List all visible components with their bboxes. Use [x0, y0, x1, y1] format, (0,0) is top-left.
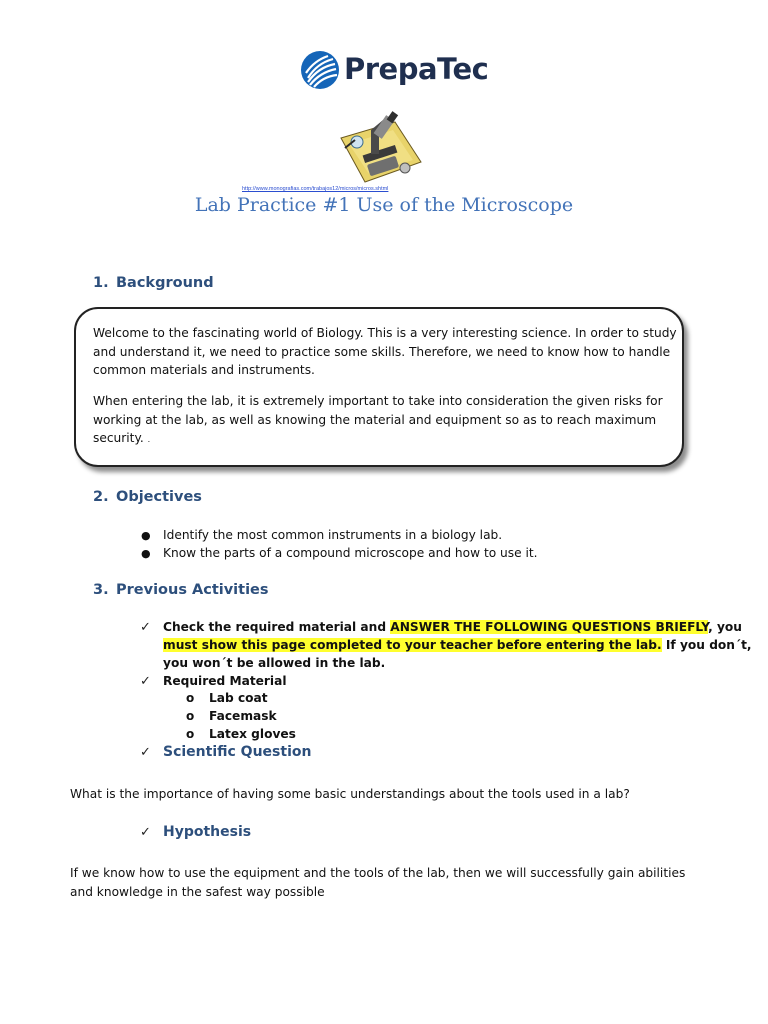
objective-text: Know the parts of a compound microscope and how to use it.	[163, 546, 538, 560]
scientific-question-text: What is the importance of having some basic understandings about the tools used in a lab?	[70, 787, 630, 801]
list-item	[186, 689, 268, 708]
background-number: 1.	[93, 275, 109, 291]
hypothesis-text: If we know how to use the equipment and the tools of the lab, then we will successfully gain abilities and knowledge in the safest way possible	[70, 866, 686, 899]
check-icon: ✓	[140, 620, 151, 635]
objective-text: Identify the most common instruments in a biology lab.	[163, 528, 503, 542]
background-paragraph-2	[93, 392, 683, 450]
previous-activities-heading	[93, 582, 269, 598]
bullet-dot-icon: ●	[141, 529, 151, 542]
objectives-heading	[93, 489, 202, 505]
instruction-line-2	[163, 636, 752, 655]
objectives-number: 2.	[93, 489, 109, 505]
objectives-heading-text: Objectives	[116, 489, 202, 505]
bullet-dot-icon: ●	[141, 547, 151, 560]
check-icon: ✓	[140, 825, 151, 840]
source-url-link[interactable]: http://www.monografias.com/trabajos12/micros/micros.shtml	[242, 186, 389, 192]
circle-bullet-icon: o	[186, 727, 195, 741]
background-paragraph-2-text: When entering the lab, it is extremely important to take into consideration the given risks for working at the lab, as well as knowing the material and equipment so as to reach maximum security.	[93, 394, 663, 445]
instruction-line-3: you won´t be allowed in the lab.	[163, 656, 386, 670]
scientific-question-label: Scientific Question	[163, 744, 312, 760]
hypothesis-label: Hypothesis	[163, 824, 252, 840]
background-heading-text: Background	[116, 275, 214, 291]
background-heading	[93, 275, 214, 291]
background-paragraph-1: Welcome to the fascinating world of Biology. This is a very interesting science. In order to study and understand it, we need to practice some skills. Therefore, we need to know how to handle common materials and instruments.	[93, 326, 677, 377]
hypothesis-heading	[140, 824, 251, 840]
page-title: Lab Practice #1 Use of the Microscope	[194, 194, 574, 216]
circle-bullet-icon: o	[186, 709, 195, 723]
material-item: Lab coat	[209, 691, 268, 705]
instruction-text-b: , you	[708, 620, 742, 634]
list-item	[141, 544, 538, 564]
list-item	[186, 725, 296, 744]
required-material-label: Required Material	[163, 674, 287, 688]
list-item	[186, 707, 277, 726]
microscope-icon	[335, 110, 425, 186]
previous-activities-heading-text: Previous Activities	[116, 582, 269, 598]
highlighted-instruction-2: must show this page completed to your teacher before entering the lab.	[163, 638, 662, 652]
instruction-text-a: Check the required material and	[163, 620, 391, 634]
instruction-text-c: If you don´t,	[661, 638, 752, 652]
scientific-question-heading	[140, 744, 311, 760]
logo-text: PrepaTec	[344, 52, 489, 86]
prepatec-emblem-icon	[300, 50, 340, 90]
check-icon: ✓	[140, 674, 151, 689]
check-icon: ✓	[140, 745, 151, 760]
background-paragraph-2-tail: .	[147, 435, 151, 444]
prepatec-logo	[300, 48, 489, 92]
list-item	[141, 526, 502, 546]
circle-bullet-icon: o	[186, 691, 195, 705]
previous-activities-number: 3.	[93, 582, 109, 598]
material-item: Facemask	[209, 709, 277, 723]
material-item: Latex gloves	[209, 727, 296, 741]
highlighted-instruction-1: ANSWER THE FOLLOWING QUESTIONS BRIEFLY	[390, 620, 709, 634]
microscope-clipart	[335, 110, 425, 186]
list-item	[140, 618, 742, 638]
